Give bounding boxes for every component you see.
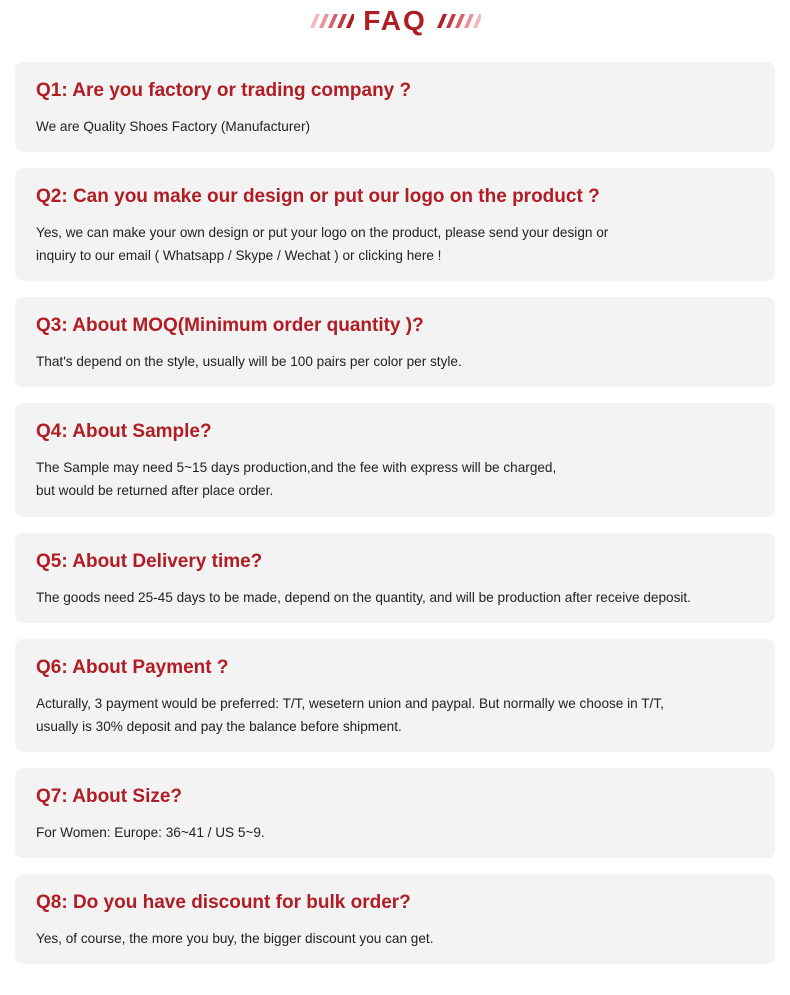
faq-question: Q8: Do you have discount for bulk order? [36,892,411,913]
faq-answer: The goods need 25-45 days to be made, depend on the quantity, and will be production after receive deposit. [36,590,691,605]
faq-question: Q7: About Size? [36,786,183,807]
faq-question: Q3: About MOQ(Minimum order quantity )? [36,315,424,336]
faq-answer: Yes, we can make your own design or put your logo on the product, please send your design or inquiry to our email ( Whatsapp / Skype / Wechat ) or clicking here ! [36,225,609,263]
faq-question: Q6: About Payment ? [36,657,229,678]
faq-answer: The Sample may need 5~15 days production,and the fee with express will be charged, but would be returned after place order. [36,460,557,498]
faq-card-3 [15,297,775,387]
faq-answer: We are Quality Shoes Factory (Manufacturer) [36,119,310,134]
faq-card-7 [15,768,775,858]
diagonal-stripes-icon [437,14,481,28]
faq-question: Q4: About Sample? [36,421,212,442]
faq-card-6 [15,639,775,752]
faq-question: Q5: About Delivery time? [36,551,263,572]
faq-card-4 [15,403,775,517]
faq-question: Q1: Are you factory or trading company ? [36,80,412,101]
faq-answer: That's depend on the style, usually will be 100 pairs per color per style. [36,354,462,369]
faq-card-2 [15,168,775,281]
faq-card-5 [15,533,775,623]
faq-answer: For Women: Europe: 36~41 / US 5~9. [36,825,265,840]
faq-card-8 [15,874,775,964]
faq-header [0,0,790,48]
faq-card-1 [15,62,775,152]
faq-question: Q2: Can you make our design or put our logo on the product ? [36,186,600,207]
faq-answer: Acturally, 3 payment would be preferred: T/T, wesetern union and paypal. But normally we choose in T/T, usually is 30% deposit and pay the balance before shipment. [36,696,664,734]
page-title: FAQ [363,5,427,36]
faq-answer: Yes, of course, the more you buy, the bigger discount you can get. [36,931,434,946]
